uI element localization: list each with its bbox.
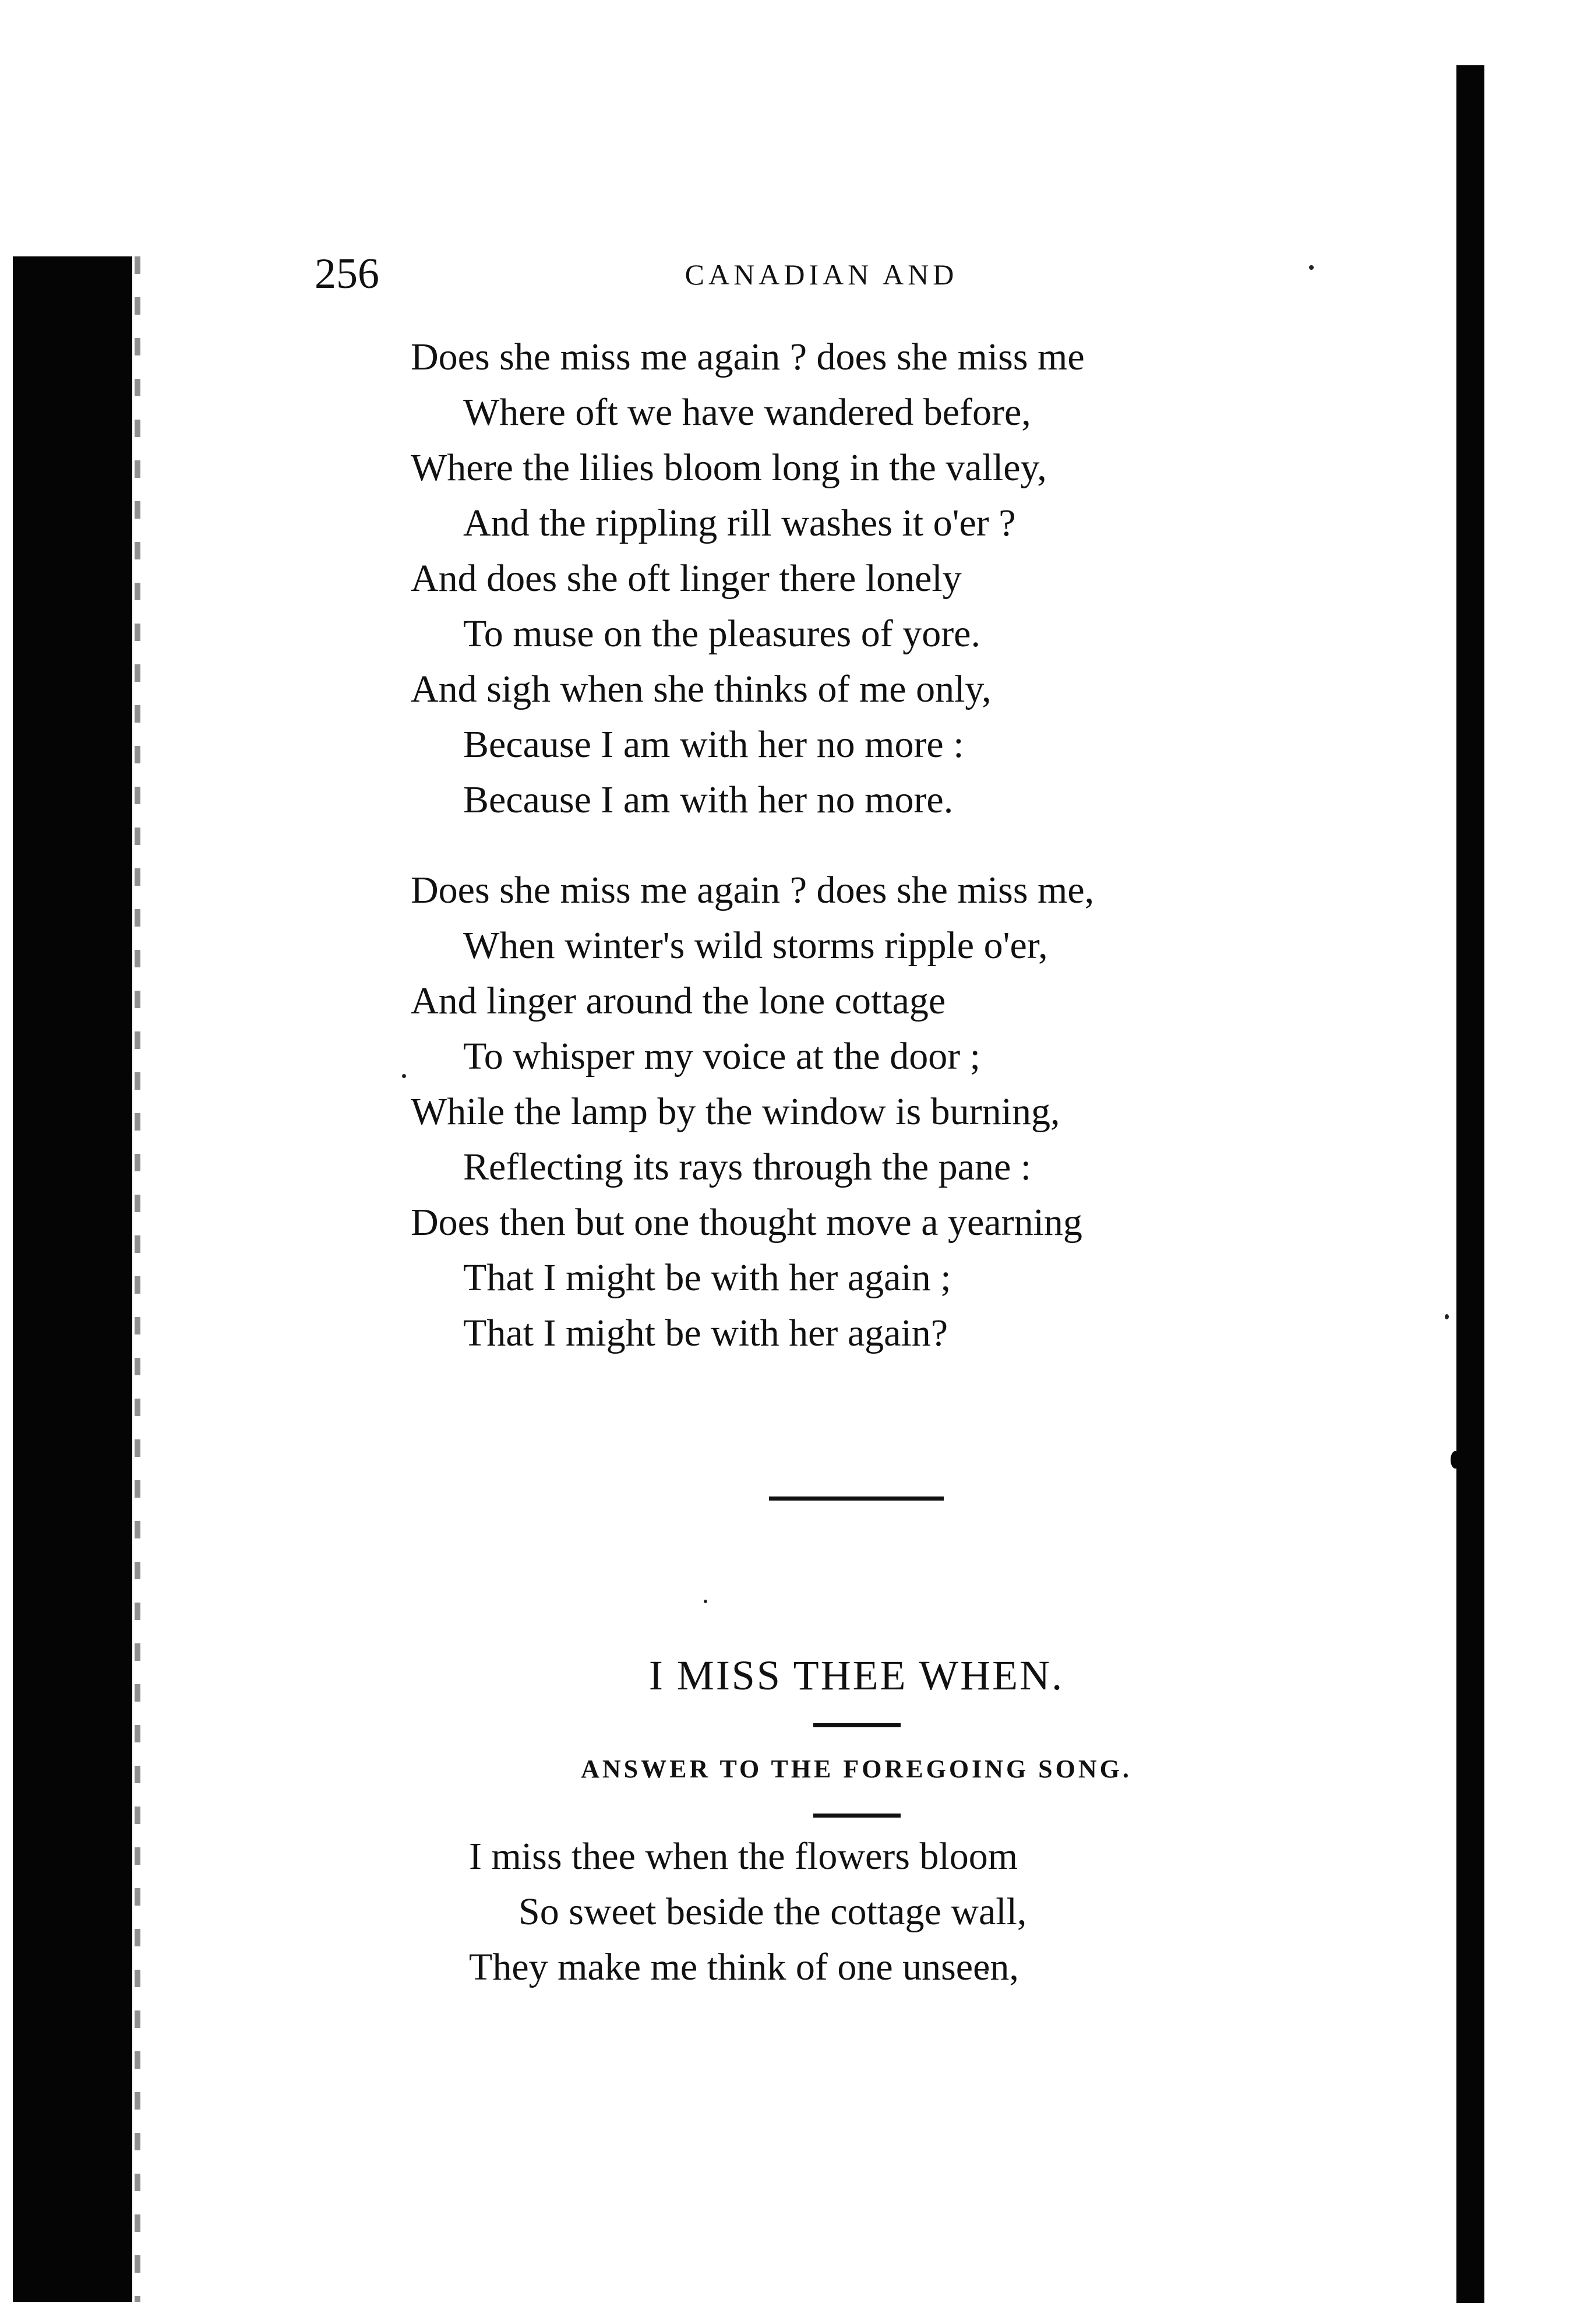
- poem-line: Does she miss me again ? does she miss me,: [411, 869, 1095, 911]
- song-subtitle: ANSWER TO THE FOREGOING SONG.: [581, 1755, 1132, 1783]
- poem-line: And does she oft linger there lonely: [411, 557, 962, 600]
- scan-speck: [1445, 1314, 1449, 1319]
- page-number: 256: [315, 250, 379, 298]
- poem-line: Because I am with her no more :: [463, 723, 964, 766]
- stanza-2: [411, 862, 1094, 1361]
- next-song-body: [469, 1829, 1026, 1995]
- scan-blot: [1451, 1451, 1460, 1469]
- poem-line: So sweet beside the cottage wall,: [518, 1890, 1027, 1933]
- poem-line: Where the lilies bloom long in the valley,: [411, 446, 1047, 489]
- section-divider: [769, 1496, 944, 1501]
- poem-line: To muse on the pleasures of yore.: [463, 612, 980, 655]
- poem-line: When winter's wild storms ripple o'er,: [463, 924, 1048, 967]
- poem-line: While the lamp by the window is burning,: [411, 1090, 1060, 1133]
- poem-line: That I might be with her again?: [463, 1312, 948, 1354]
- song-title: I MISS THEE WHEN.: [648, 1652, 1064, 1699]
- page-header: [315, 251, 1328, 297]
- poem-line: Does she miss me again ? does she miss me: [411, 336, 1085, 378]
- poem-line: And sigh when she thinks of me only,: [411, 668, 992, 710]
- scan-shadow-right: [1456, 65, 1484, 2303]
- running-head: CANADIAN AND: [685, 258, 958, 291]
- subtitle-rule: [813, 1814, 901, 1818]
- poem-line: Because I am with her no more.: [463, 779, 954, 821]
- poem-line: That I might be with her again ;: [463, 1256, 951, 1299]
- scan-shadow-left: [13, 256, 132, 2302]
- poem-line: Reflecting its rays through the pane :: [463, 1146, 1032, 1188]
- poem-line: And linger around the lone cottage: [411, 980, 946, 1022]
- poem-line: They make me think of one unseen,: [469, 1946, 1019, 1988]
- stanza-1: [411, 329, 1094, 828]
- scan-speck: [402, 1074, 406, 1078]
- scan-speck: [704, 1600, 707, 1603]
- poem-body: [411, 329, 1094, 1361]
- title-rule: [813, 1723, 901, 1727]
- poem-line: To whisper my voice at the door ;: [463, 1035, 981, 1078]
- poem-line: And the rippling rill washes it o'er ?: [463, 502, 1016, 544]
- poem-line: Where oft we have wandered before,: [463, 391, 1031, 434]
- poem-line: I miss thee when the flowers bloom: [469, 1835, 1018, 1878]
- poem-line: Does then but one thought move a yearning: [411, 1201, 1082, 1244]
